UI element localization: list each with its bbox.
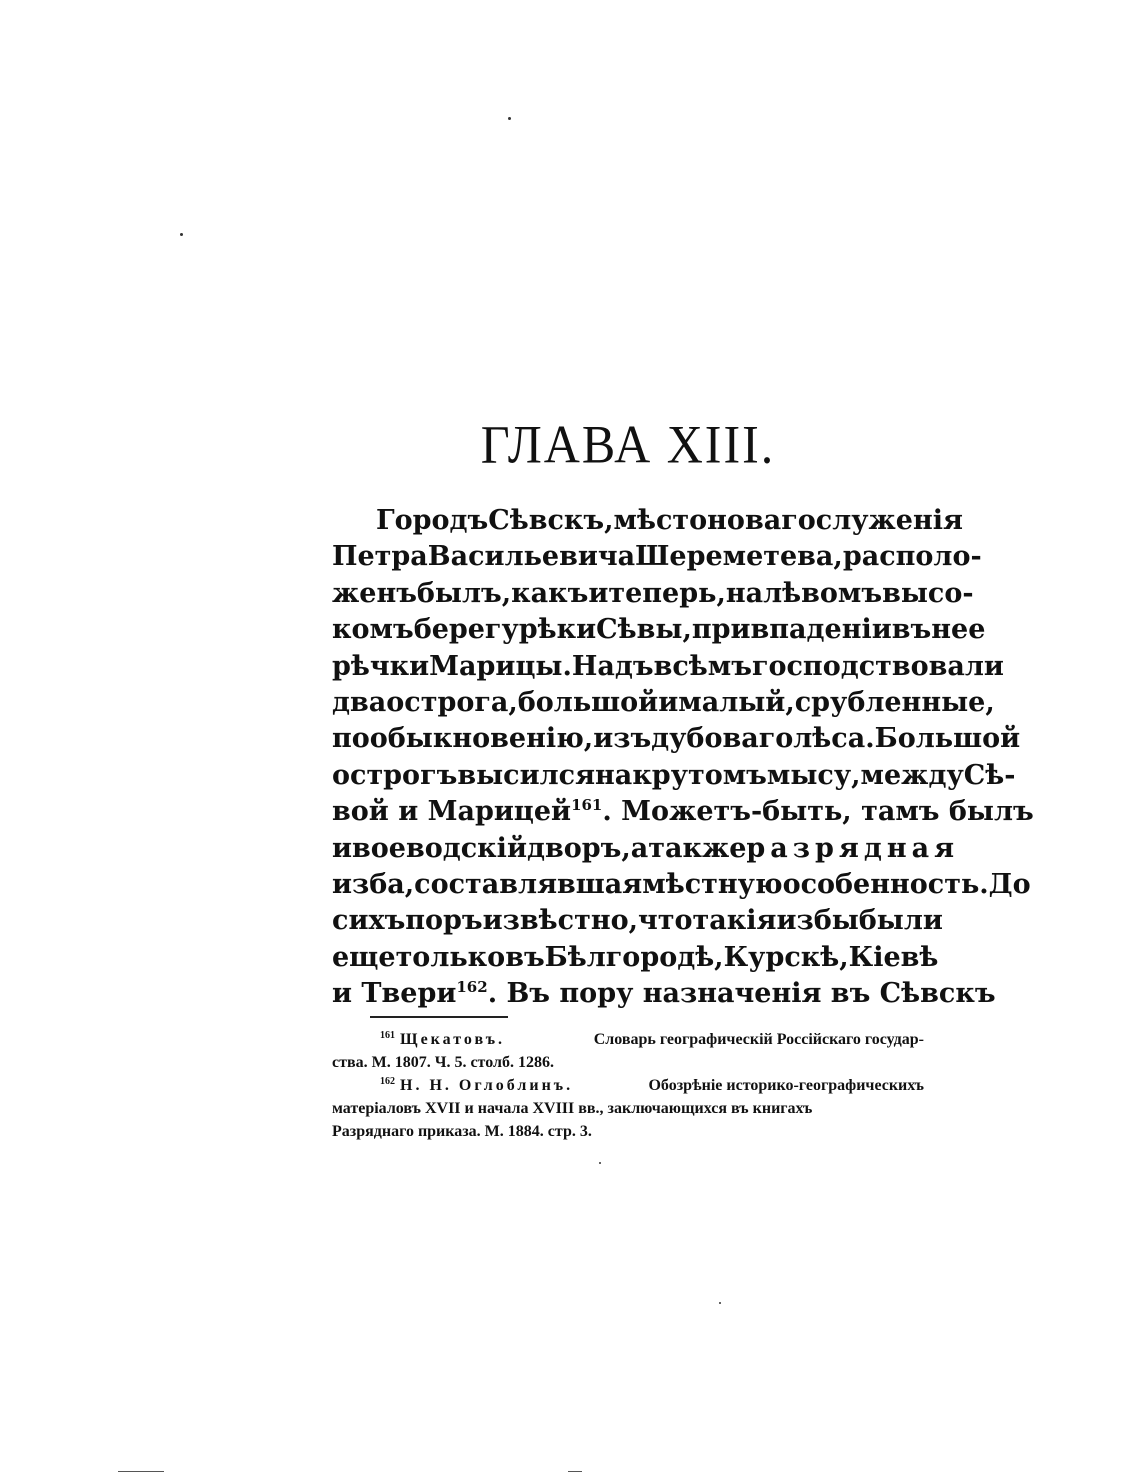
text-line-14: и Твери$^{162}$. Въ пору назначенія въ Сѣвскъ: [332, 978, 996, 1010]
footnote-162-line-2: матеріаловъ XVII и начала XVIII вв., заключающихся въ книгахъ: [332, 1100, 813, 1117]
footnote-ref-162: 162: [456, 978, 488, 997]
scan-speck: [180, 233, 183, 236]
text-line-7: по обыкновенію, изъ дубоваго лѣса. Большой: [332, 723, 1021, 755]
text-line-1: Городъ Сѣвскъ, мѣсто новаго служенія: [376, 505, 963, 536]
text-line-12: сихъ поръ извѣстно, что такія избы были: [332, 905, 943, 937]
main-text: [332, 503, 1034, 1012]
footnote-162-line-1: $^{162}$ Н. Н. Оглоблинъ. Обозрѣніе историко-географическихъ: [380, 1075, 924, 1094]
scan-edge-mark: [568, 1471, 582, 1472]
text-line-11: изба, составлявшая мѣстную особенность. До: [332, 868, 1031, 900]
text-line-9: вой и Марицей$^{161}$. Можетъ-быть, тамъ былъ: [332, 796, 1034, 828]
footnote-161-line-2: ства. М. 1807. Ч. 5. столб. 1286.: [332, 1054, 554, 1071]
chapter-title: ГЛАВА XIII.: [480, 414, 776, 475]
footnote-separator: [370, 1016, 508, 1018]
footnote-161-line-1: $^{161}$ Щекатовъ. Словарь географическій Россійскаго государ-: [380, 1029, 924, 1048]
spaced-word: разрядная: [746, 832, 960, 864]
footnotes: [332, 1028, 924, 1143]
scan-speck: [719, 1302, 721, 1304]
footnote-author: Н. Н. Оглоблинъ.: [400, 1077, 574, 1094]
scan-speck: [508, 117, 511, 120]
footnote-ref-161: 161: [571, 796, 603, 815]
footnote-162-line-3: Разряднаго приказа. М. 1884. стр. 3.: [332, 1123, 592, 1140]
text-line-10: и воеводскій дворъ, а также разрядная: [332, 831, 924, 867]
scan-speck: [599, 1162, 601, 1164]
text-line-3: женъ былъ, какъ и теперь, на лѣвомъ высо-: [332, 577, 974, 609]
text-line-13: еще только въ Бѣлгородѣ, Курскѣ, Кіевѣ: [332, 941, 939, 973]
text-line-5: рѣчки Марицы. Надъ всѣмъ господствовали: [332, 650, 1004, 682]
text-line-8: острогъ высился на крутомъ мысу, между Сѣ-: [332, 759, 1016, 791]
text-line-4: комъ берегу рѣки Сѣвы, при впаденіи въ нее: [332, 614, 986, 646]
scan-edge-mark: [118, 1471, 164, 1472]
text-line-6: два острога, большой и малый, срубленные,: [332, 686, 995, 718]
text-line-2: Петра Васильевича Шереметева, располо-: [332, 541, 982, 573]
footnote-author: Щекатовъ.: [400, 1031, 506, 1048]
